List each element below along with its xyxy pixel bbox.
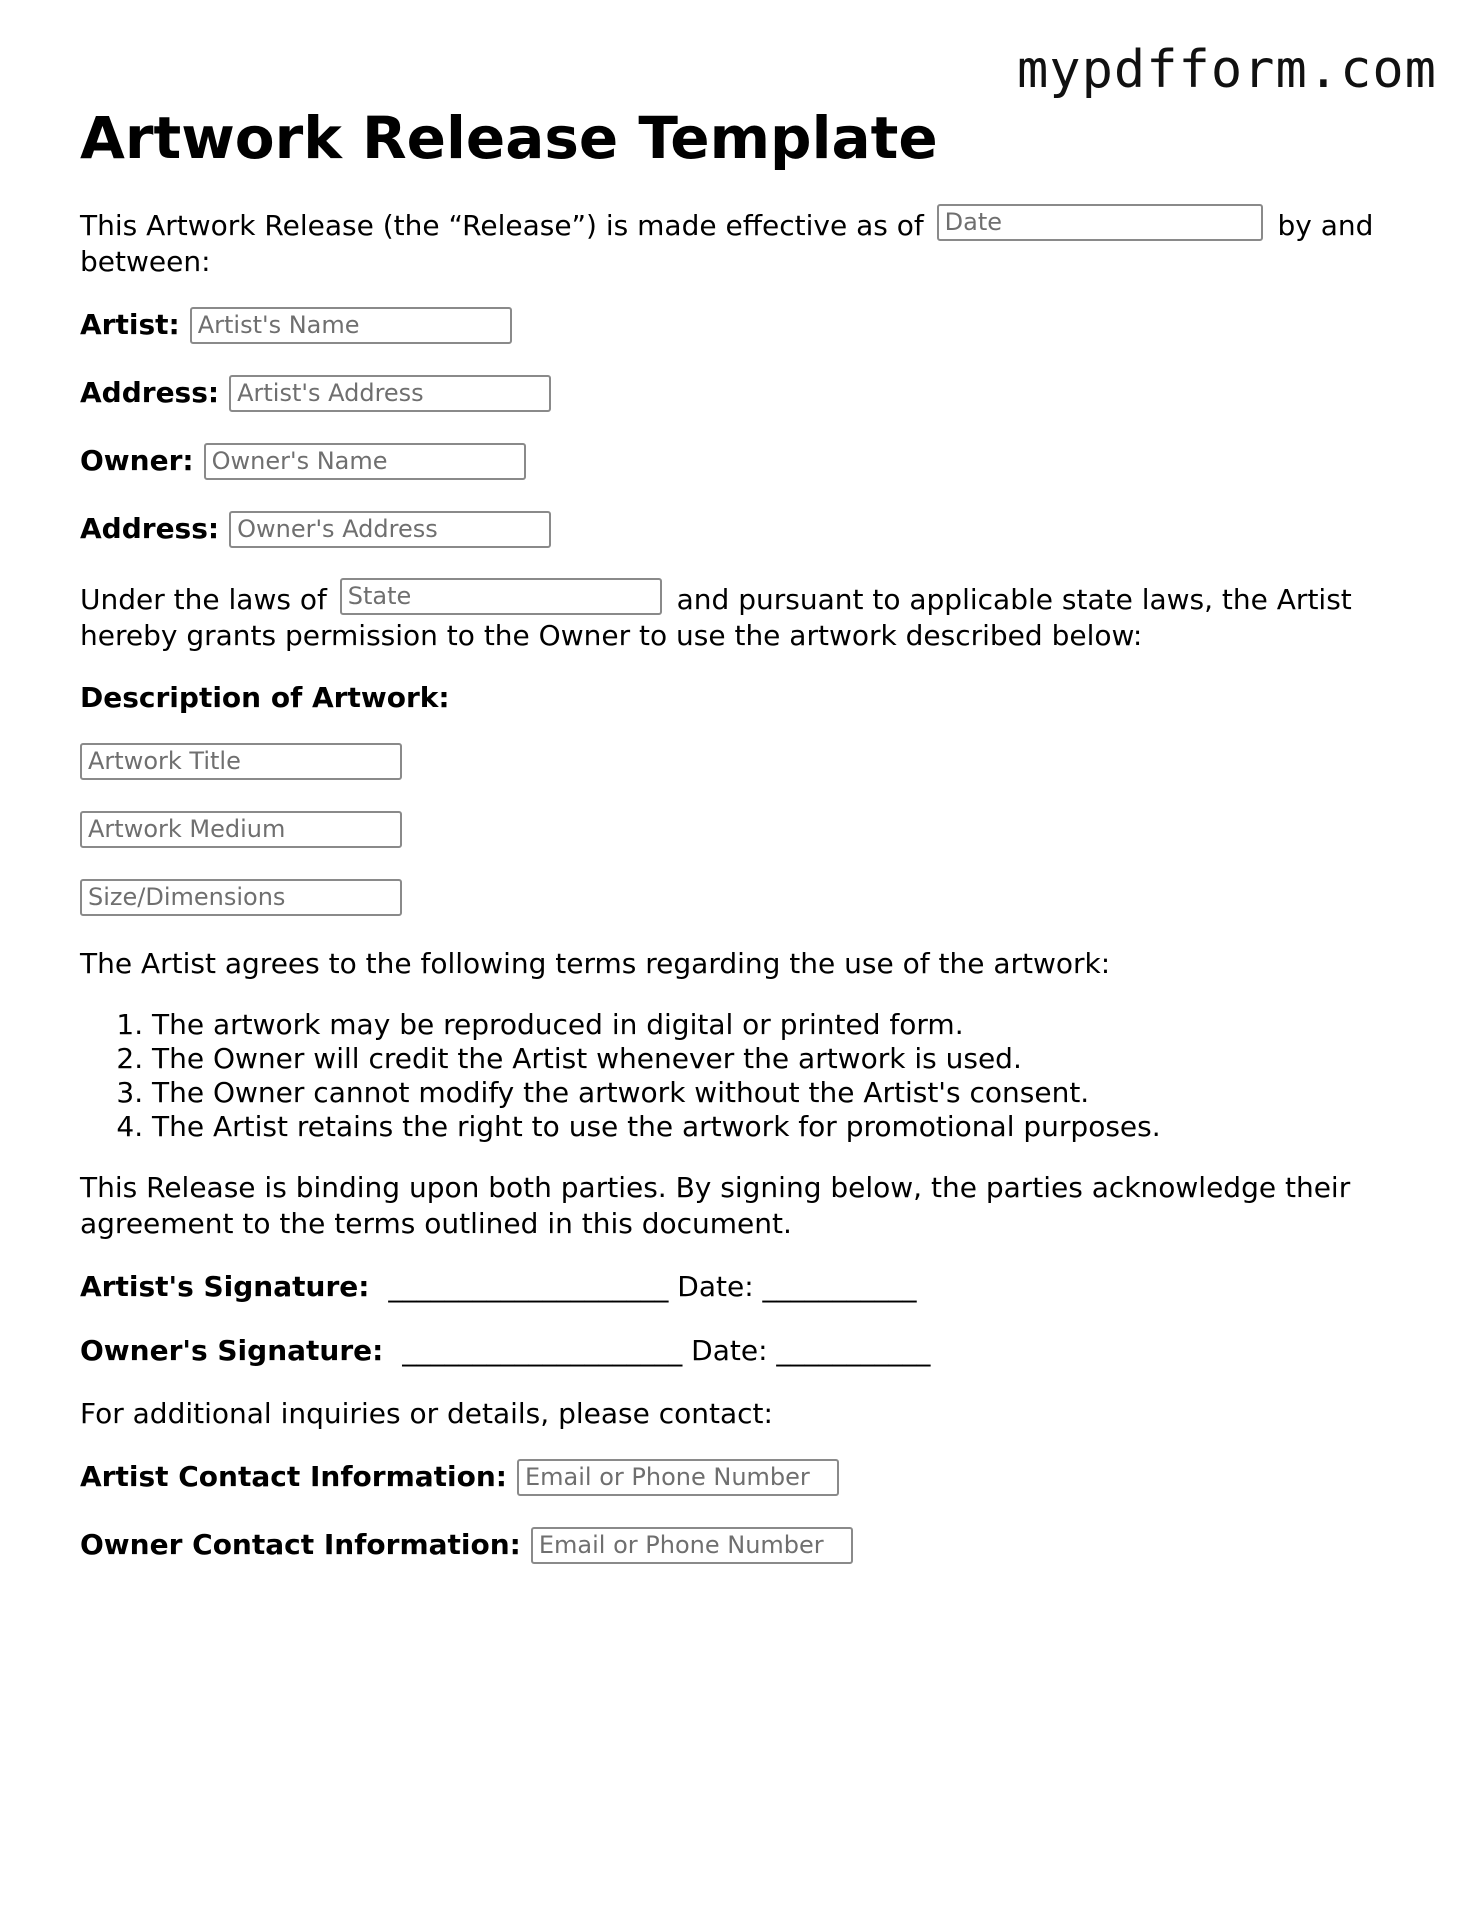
state-field[interactable]: State xyxy=(340,578,662,615)
laws-paragraph xyxy=(80,578,1400,654)
terms-intro: The Artist agrees to the following terms regarding the use of the artwork: xyxy=(80,947,1111,980)
owner-date-line[interactable]: ___________ xyxy=(776,1334,931,1367)
laws-text-before: Under the laws of xyxy=(80,583,327,616)
owner-contact-label: Owner Contact Information: xyxy=(80,1528,521,1561)
terms-item: 3. The Owner cannot modify the artwork without the Artist's consent. xyxy=(152,1076,1400,1110)
site-watermark: mypdfform.com xyxy=(1017,40,1437,100)
artist-date-label: Date: xyxy=(677,1270,754,1303)
artist-signature-line[interactable]: ____________________ xyxy=(388,1270,669,1303)
terms-list xyxy=(80,1008,1400,1144)
owner-contact-field[interactable]: Email or Phone Number xyxy=(531,1527,853,1564)
artwork-medium-field[interactable]: Artwork Medium xyxy=(80,811,402,848)
owner-signature-label: Owner's Signature: xyxy=(80,1334,384,1367)
artwork-size-row xyxy=(80,878,1400,916)
owner-label: Owner: xyxy=(80,444,194,477)
document-body xyxy=(80,104,1400,1594)
artist-signature-label: Artist's Signature: xyxy=(80,1270,370,1303)
terms-item: 2. The Owner will credit the Artist whenever the artwork is used. xyxy=(152,1042,1400,1076)
owner-row xyxy=(80,442,1400,480)
owner-address-label: Address: xyxy=(80,512,220,545)
effective-date-field[interactable]: Date xyxy=(937,204,1263,241)
artwork-size-field[interactable]: Size/Dimensions xyxy=(80,879,402,916)
intro-text-before: This Artwork Release (the “Release”) is made effective as of xyxy=(80,209,924,242)
terms-item: 1. The artwork may be reproduced in digital or printed form. xyxy=(152,1008,1400,1042)
artist-row xyxy=(80,306,1400,344)
contact-intro: For additional inquiries or details, please contact: xyxy=(80,1397,773,1430)
owner-address-field[interactable]: Owner's Address xyxy=(229,511,551,548)
owner-date-label: Date: xyxy=(691,1334,768,1367)
owner-signature-row xyxy=(80,1332,1400,1370)
artist-name-field[interactable]: Artist's Name xyxy=(190,307,512,344)
artist-signature-row xyxy=(80,1268,1400,1306)
artist-address-row xyxy=(80,374,1400,412)
artist-contact-field[interactable]: Email or Phone Number xyxy=(517,1459,839,1496)
artist-contact-label: Artist Contact Information: xyxy=(80,1460,507,1493)
binding-paragraph: This Release is binding upon both parties. By signing below, the parties acknowledge their agreement to the terms outlined in this document. xyxy=(80,1171,1351,1240)
artist-contact-row xyxy=(80,1458,1400,1496)
artist-address-field[interactable]: Artist's Address xyxy=(229,375,551,412)
intro-paragraph xyxy=(80,204,1400,280)
owner-contact-row xyxy=(80,1526,1400,1564)
owner-name-field[interactable]: Owner's Name xyxy=(204,443,526,480)
artwork-title-row xyxy=(80,742,1400,780)
artist-label: Artist: xyxy=(80,308,180,341)
owner-address-row xyxy=(80,510,1400,548)
owner-signature-line[interactable]: ____________________ xyxy=(402,1334,683,1367)
artwork-title-field[interactable]: Artwork Title xyxy=(80,743,402,780)
artist-address-label: Address: xyxy=(80,376,220,409)
description-heading: Description of Artwork: xyxy=(80,681,450,714)
artist-date-line[interactable]: ___________ xyxy=(762,1270,917,1303)
intro-text-after: by and between: xyxy=(80,209,1374,278)
artwork-medium-row xyxy=(80,810,1400,848)
document-title: Artwork Release Template xyxy=(80,104,938,172)
terms-item: 4. The Artist retains the right to use the artwork for promotional purposes. xyxy=(152,1110,1400,1144)
laws-text-after: and pursuant to applicable state laws, the Artist hereby grants permission to the Owner to use the artwork described below: xyxy=(80,583,1352,652)
